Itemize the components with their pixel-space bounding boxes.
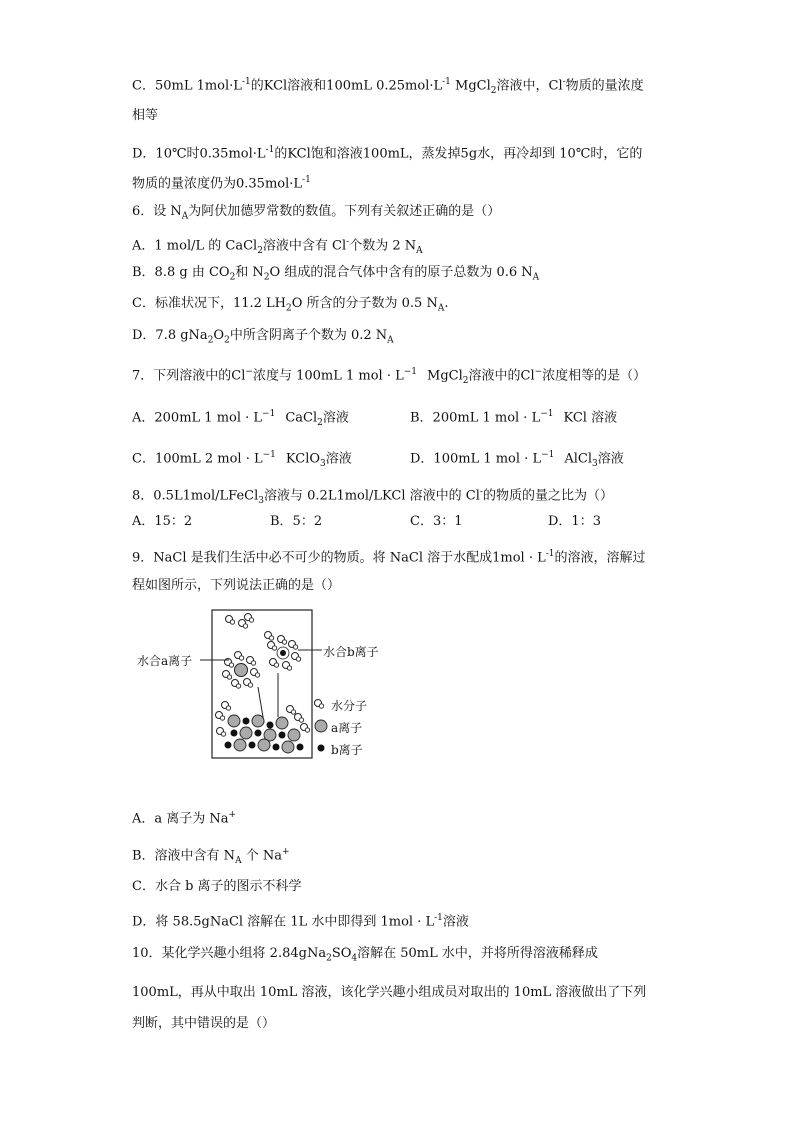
q10-stem-cont-1: 100mL，再从中取出 10mL 溶液，该化学兴趣小组成员对取出的 10mL 溶液做出了下列: [132, 985, 647, 1000]
hydrated-a-ion: [223, 652, 260, 689]
q6-stem: 6．设 $N_A$为阿伏加德罗常数的数值。下列有关叙述正确的是（）: [132, 204, 501, 222]
q9-option-a: A．a 离子为 Na+: [132, 810, 237, 827]
q9-stem: 9．NaCl 是我们生活中必不可少的物质。将 NaCl 溶于水配成$1mol \cdot L^{-1}$的溶液，溶解过: [132, 549, 646, 566]
q5-option-c: C．50mL $1mol\cdot L^{-1}$的KCl溶液和100mL $0.25mol\cdot L^{-1}$ MgCl$_2$溶液中，Cl-物质的量浓度: [132, 77, 644, 96]
q5-option-d: D．10℃时$0.35mol\cdot L^{-1}$的KCl饱和溶液100mL，蒸发掉5g水，再冷却到 10℃时，它的: [132, 145, 643, 162]
q6-option-b: B．8.8 g 由 $CO_2$和 $N_2O$ 组成的混合气体中含有的原子总数为 0.6 $N_A$: [132, 265, 540, 283]
q7-option-d: D．100mL 1 mol · $L^{-1}$ AlCl$_3$溶液: [410, 450, 624, 469]
legend-a-ion-icon: [315, 720, 327, 732]
q6-option-d: D．7.8 $gNa_2O_2$中所含阴离子个数为 0.2 $N_A$: [132, 328, 394, 346]
q8-option-a: A．15：2: [132, 514, 193, 529]
q5-option-d-cont: 物质的量浓度仍为$0.35mol\cdot L^{-1}$: [132, 175, 311, 192]
q5-option-c-cont: 相等: [132, 108, 159, 123]
q9-option-c: C．水合 b 离子的图示不科学: [132, 879, 302, 894]
legend-b-ion: b离子: [331, 743, 363, 757]
q7-option-c: C．100mL 2 mol · $L^{-1}$ KClO$_3$溶液: [132, 450, 352, 469]
q8-option-c: C．3：1: [410, 514, 463, 529]
legend-a-ion: a离子: [331, 721, 363, 735]
hydrated-b-ion: [268, 636, 301, 671]
q8-option-d: D．1：3: [548, 514, 601, 529]
q10-stem: 10．某化学兴趣小组将 $2.84gNa_2SO_4$溶解在 50mL 水中，并将所得溶液稀释成: [132, 946, 598, 964]
nacl-crystal: [225, 715, 304, 753]
q6-option-c: C．标准状况下，11.2 $LH_2O$ 所含的分子数为 0.5 $N_A$.: [132, 296, 449, 314]
q9-option-d: D．将 58.5gNaCl 溶解在 1L 水中即得到 $1mol \cdot L^{-1}$溶液: [132, 913, 469, 930]
q10-stem-cont-2: 判断，其中错误的是（）: [132, 1016, 276, 1031]
q8-stem: 8．0.5L1mol/LFeCl$_3$溶液与 0.2L1mol/LKCl 溶液中的 Cl-的物质的量之比为（）: [132, 487, 613, 506]
q9-option-b: B．溶液中含有 $N_A$ 个 Na+: [132, 847, 290, 866]
q9-stem-cont: 程如图所示，下列说法正确的是（）: [132, 578, 341, 593]
label-hydrated-a-ion: 水合a离子: [137, 654, 193, 668]
q7-option-b: B．200mL 1 mol · $L^{-1}$ KCl 溶液: [410, 409, 618, 426]
q7-option-a: A．200mL 1 mol · $L^{-1}$ CaCl$_2$溶液: [132, 409, 349, 428]
q7-stem: 7．下列溶液中的Cl−浓度与 100mL 1 mol · $L^{-1}$ MgCl$_2$溶液中的Cl−浓度相等的是（）: [132, 367, 647, 386]
legend-water-molecule: 水分子: [331, 699, 368, 713]
legend-b-ion-icon: [318, 745, 325, 752]
label-hydrated-b-ion: 水合b离子: [323, 645, 379, 659]
q8-option-b: B．5：2: [270, 514, 323, 529]
q6-option-a: A．1 mol/L 的 CaCl$_2$溶液中含有 Cl-个数为 2 $N_A$: [132, 237, 423, 256]
